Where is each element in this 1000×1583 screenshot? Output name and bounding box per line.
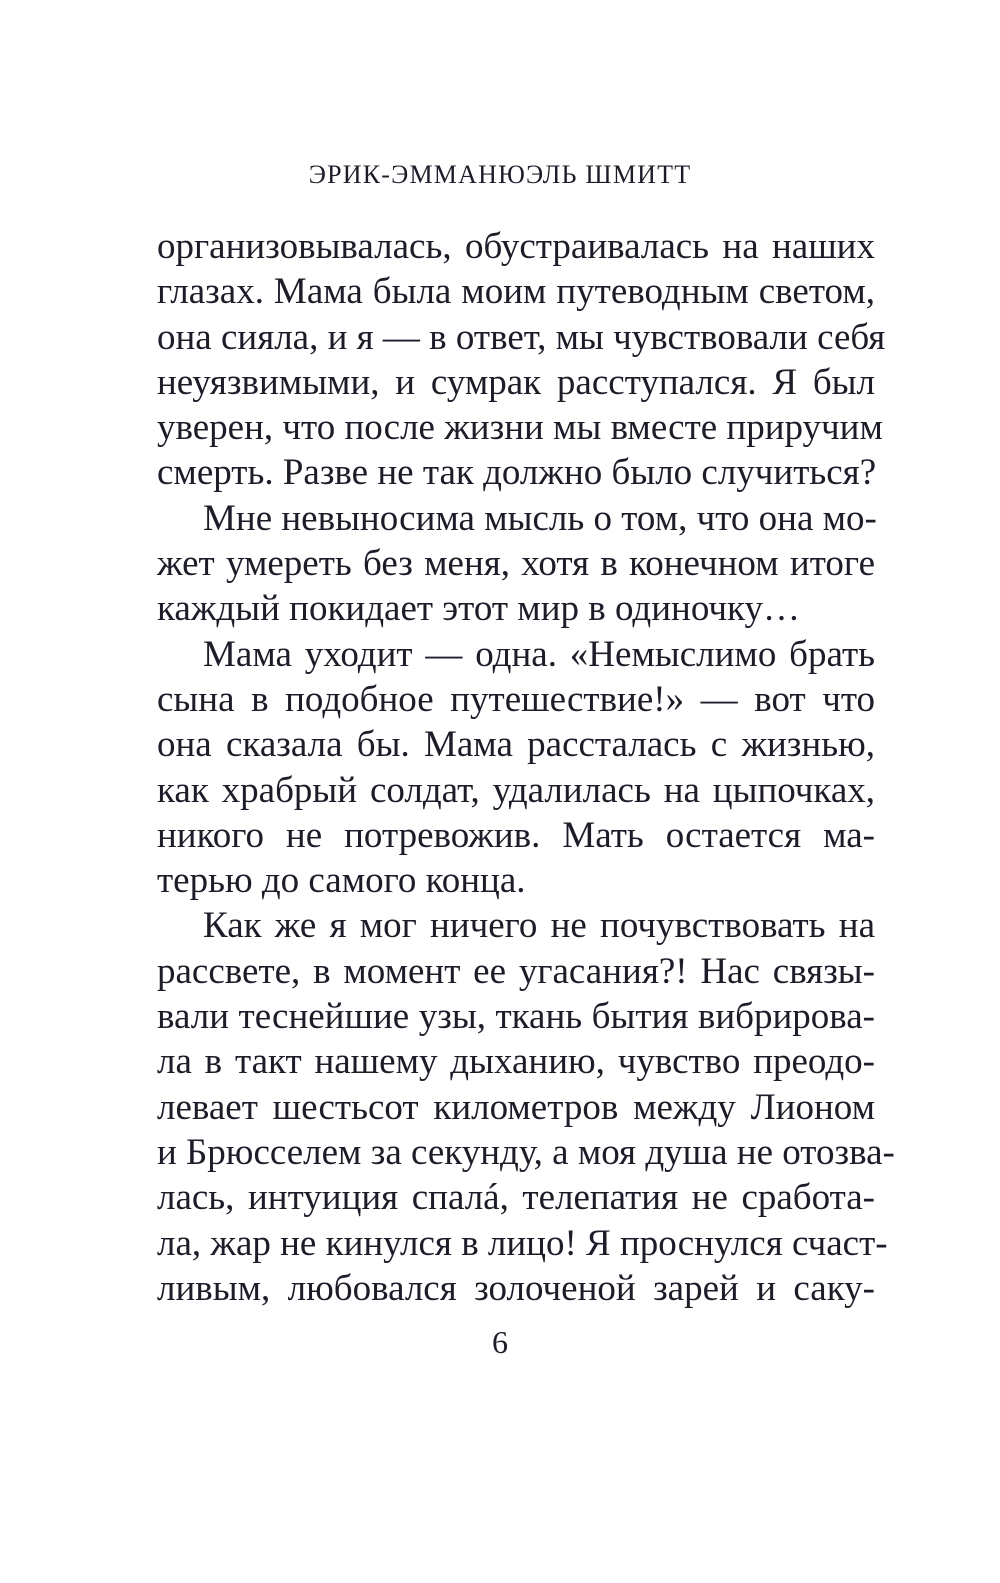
text-line: рассвете, в момент ее угасания?! Нас связы-: [157, 950, 875, 992]
text-line: ла, жар не кинулся в лицо! Я проснулся счаст-: [157, 1222, 888, 1264]
text-line: никого не потревожив. Мать остается ма-: [157, 814, 875, 856]
text-line: каждый покидает этот мир в одиночку…: [157, 588, 800, 630]
text-line: она сияла, и я — в ответ, мы чувствовали себя: [157, 316, 886, 358]
text-line: вали теснейшие узы, ткань бытия вибрирова-: [157, 996, 875, 1038]
text-line: Мама уходит — одна. «Немыслимо брать: [203, 633, 875, 675]
paragraph-2: [157, 496, 875, 632]
body-text: [157, 224, 895, 1311]
text-line: организовывалась, обустраивалась на наших: [157, 226, 875, 267]
text-line: терью до самого конца.: [157, 860, 526, 902]
page-number: 6: [492, 1324, 508, 1360]
text-line: сына в подобное путешествие!» — вот что: [157, 678, 875, 720]
text-line: уверен, что после жизни мы вместе приручим: [157, 407, 883, 449]
paragraph-4: [157, 903, 895, 1311]
paragraph-1: [157, 224, 886, 496]
text-line: ливым, любовался золоченой зарей и саку-: [157, 1267, 875, 1309]
text-line: глазах. Мама была моим путеводным светом,: [157, 271, 875, 313]
text-line: ла в такт нашему дыханию, чувство преодо-: [157, 1041, 875, 1083]
text-line: смерть. Разве не так должно было случиться?: [157, 452, 877, 494]
text-line: левает шестьсот километров между Лионом: [157, 1086, 875, 1128]
text-line: Как же я мог ничего не почувствовать на: [203, 905, 875, 947]
text-line: неуязвимыми, и сумрак расступался. Я был: [157, 361, 875, 403]
text-line: она сказала бы. Мама рассталась с жизнью,: [157, 724, 875, 766]
text-line: лась, интуиция спалá, телепатия не сработа-: [157, 1177, 875, 1219]
text-line: и Брюсселем за секунду, а моя душа не отозва-: [157, 1131, 895, 1173]
running-header-author: ЭРИК-ЭММАНЮЭЛЬ ШМИТТ: [308, 160, 692, 189]
text-line: как храбрый солдат, удалилась на цыпочках,: [157, 769, 875, 811]
paragraph-3: [157, 632, 875, 904]
text-line: жет умереть без меня, хотя в конечном итоге: [157, 543, 875, 585]
text-line: Мне невыносима мысль о том, что она мо-: [203, 497, 877, 539]
